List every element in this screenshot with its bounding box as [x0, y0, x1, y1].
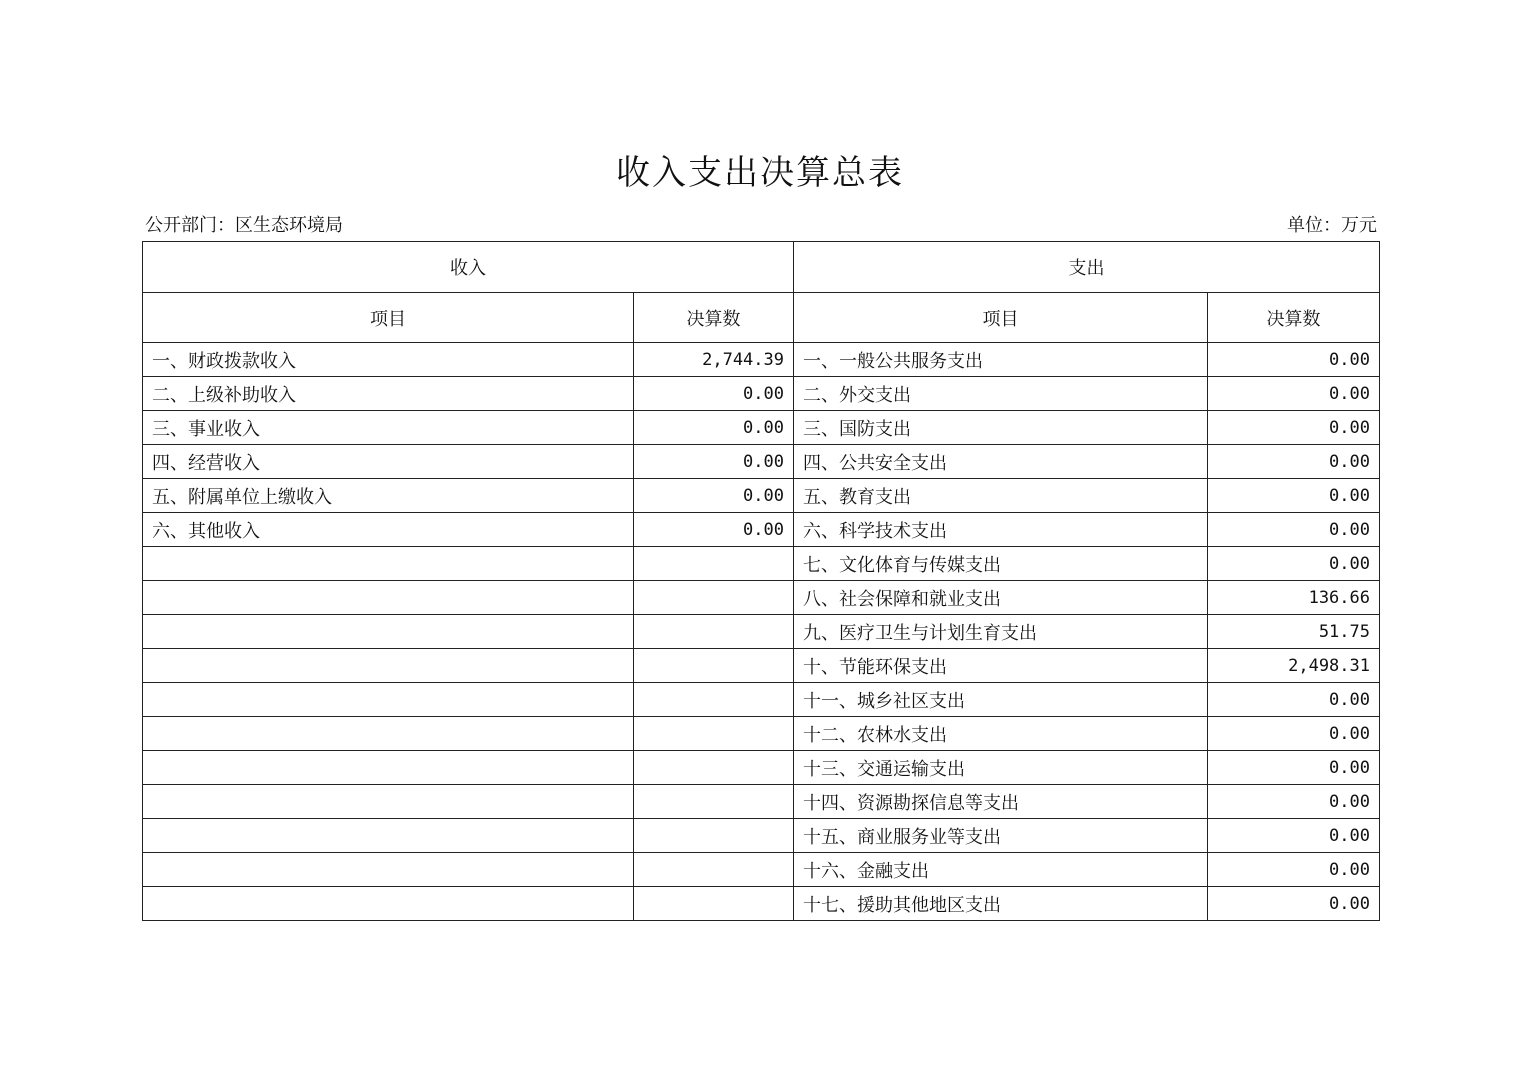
table-row: [143, 445, 1380, 479]
expense-amount-cell: 51.75: [1208, 615, 1380, 649]
income-item-cell: [143, 785, 634, 819]
income-item-cell: 五、附属单位上缴收入: [143, 479, 634, 513]
income-item-header: 项目: [143, 293, 634, 343]
expense-item-cell: 十二、农林水支出: [794, 717, 1208, 751]
table-row: [143, 479, 1380, 513]
income-item-cell: [143, 547, 634, 581]
unit-label: 单位：万元: [1287, 215, 1377, 236]
income-item-cell: [143, 717, 634, 751]
budget-summary-table: [142, 241, 1380, 921]
department-label: 公开部门：区生态环境局: [145, 215, 343, 236]
expense-amount-cell: 0.00: [1208, 785, 1380, 819]
table-row: [143, 615, 1380, 649]
section-header-row: [143, 242, 1380, 293]
table-row: [143, 513, 1380, 547]
expense-amount-cell: 0.00: [1208, 445, 1380, 479]
income-section-header: 收入: [143, 242, 794, 293]
expense-item-cell: 十六、金融支出: [794, 853, 1208, 887]
income-amount-cell: [634, 547, 794, 581]
expense-item-cell: 八、社会保障和就业支出: [794, 581, 1208, 615]
income-amount-cell: [634, 819, 794, 853]
expense-amount-cell: 0.00: [1208, 479, 1380, 513]
expense-amount-cell: 2,498.31: [1208, 649, 1380, 683]
income-item-cell: 六、其他收入: [143, 513, 634, 547]
table-body: [143, 343, 1380, 921]
expense-item-cell: 七、文化体育与传媒支出: [794, 547, 1208, 581]
expense-item-cell: 十五、商业服务业等支出: [794, 819, 1208, 853]
expense-amount-cell: 0.00: [1208, 411, 1380, 445]
income-amount-cell: [634, 615, 794, 649]
income-item-cell: [143, 887, 634, 921]
income-amount-cell: 0.00: [634, 513, 794, 547]
column-header-row: [143, 293, 1380, 343]
income-amount-cell: [634, 683, 794, 717]
expense-amount-cell: 0.00: [1208, 887, 1380, 921]
income-amount-header: 决算数: [634, 293, 794, 343]
income-item-cell: 一、财政拨款收入: [143, 343, 634, 377]
income-amount-cell: [634, 649, 794, 683]
income-item-cell: [143, 581, 634, 615]
income-item-cell: [143, 649, 634, 683]
income-amount-cell: 0.00: [634, 377, 794, 411]
expense-item-cell: 九、医疗卫生与计划生育支出: [794, 615, 1208, 649]
expense-item-cell: 五、教育支出: [794, 479, 1208, 513]
expense-item-cell: 十、节能环保支出: [794, 649, 1208, 683]
income-item-cell: [143, 751, 634, 785]
table-row: [143, 853, 1380, 887]
income-item-cell: 二、上级补助收入: [143, 377, 634, 411]
expense-amount-cell: 0.00: [1208, 547, 1380, 581]
expense-amount-header: 决算数: [1208, 293, 1380, 343]
income-amount-cell: [634, 853, 794, 887]
expense-amount-cell: 0.00: [1208, 343, 1380, 377]
income-amount-cell: 0.00: [634, 445, 794, 479]
table-row: [143, 785, 1380, 819]
table-meta: [145, 214, 1377, 238]
table-row: [143, 649, 1380, 683]
table-row: [143, 717, 1380, 751]
expense-item-cell: 十一、城乡社区支出: [794, 683, 1208, 717]
expense-item-cell: 十四、资源勘探信息等支出: [794, 785, 1208, 819]
expense-item-cell: 十七、援助其他地区支出: [794, 887, 1208, 921]
expense-amount-cell: 0.00: [1208, 377, 1380, 411]
expense-amount-cell: 0.00: [1208, 751, 1380, 785]
table-row: [143, 411, 1380, 445]
expense-item-cell: 二、外交支出: [794, 377, 1208, 411]
expense-item-cell: 四、公共安全支出: [794, 445, 1208, 479]
expense-amount-cell: 0.00: [1208, 717, 1380, 751]
table-row: [143, 819, 1380, 853]
income-amount-cell: [634, 887, 794, 921]
income-amount-cell: [634, 751, 794, 785]
table-row: [143, 683, 1380, 717]
table-row: [143, 343, 1380, 377]
table-row: [143, 887, 1380, 921]
income-item-cell: [143, 819, 634, 853]
expense-item-cell: 三、国防支出: [794, 411, 1208, 445]
table-row: [143, 581, 1380, 615]
expense-item-header: 项目: [794, 293, 1208, 343]
income-item-cell: 三、事业收入: [143, 411, 634, 445]
table-row: [143, 751, 1380, 785]
expense-amount-cell: 136.66: [1208, 581, 1380, 615]
table-row: [143, 547, 1380, 581]
expense-amount-cell: 0.00: [1208, 819, 1380, 853]
income-amount-cell: 0.00: [634, 411, 794, 445]
income-amount-cell: 2,744.39: [634, 343, 794, 377]
income-item-cell: [143, 615, 634, 649]
income-item-cell: [143, 683, 634, 717]
expense-section-header: 支出: [794, 242, 1380, 293]
expense-amount-cell: 0.00: [1208, 853, 1380, 887]
expense-item-cell: 一、一般公共服务支出: [794, 343, 1208, 377]
income-amount-cell: [634, 581, 794, 615]
table-row: [143, 377, 1380, 411]
expense-item-cell: 六、科学技术支出: [794, 513, 1208, 547]
income-item-cell: 四、经营收入: [143, 445, 634, 479]
income-amount-cell: [634, 785, 794, 819]
income-amount-cell: [634, 717, 794, 751]
page-title: 收入支出决算总表: [616, 153, 904, 193]
expense-item-cell: 十三、交通运输支出: [794, 751, 1208, 785]
expense-amount-cell: 0.00: [1208, 683, 1380, 717]
income-amount-cell: 0.00: [634, 479, 794, 513]
expense-amount-cell: 0.00: [1208, 513, 1380, 547]
income-item-cell: [143, 853, 634, 887]
